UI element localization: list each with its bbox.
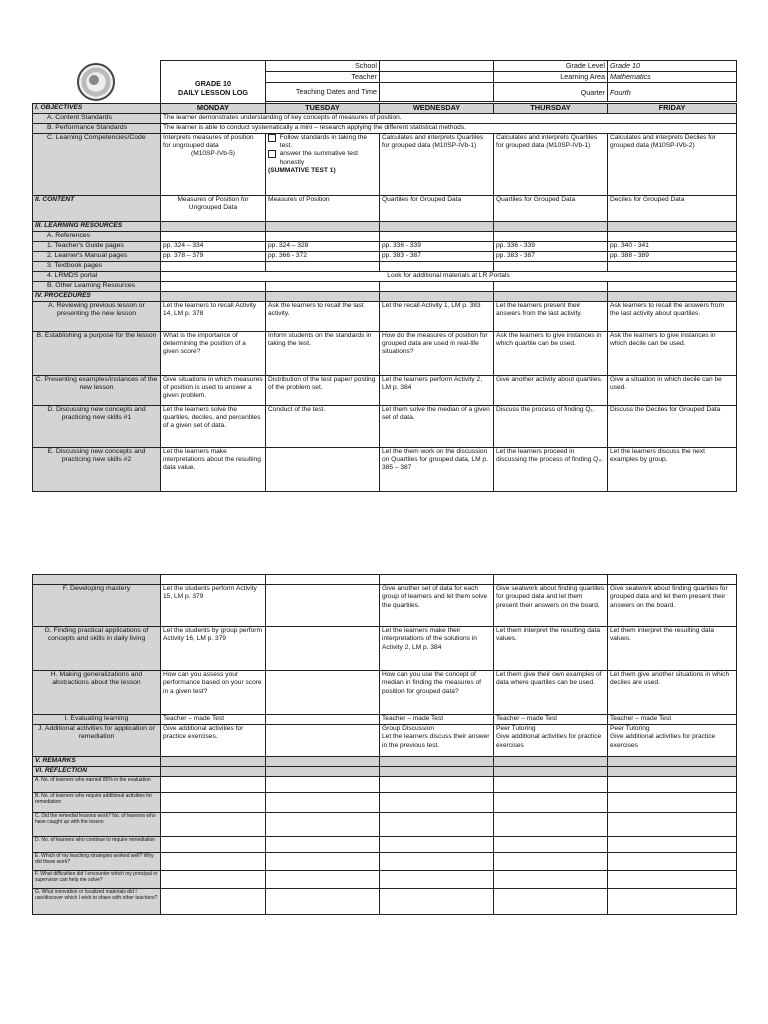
proc-a-label: A. Reviewing previous lesson or presenting the new lesson [33, 301, 161, 331]
proc-j-thursday-title: Peer Tutoring [496, 725, 536, 732]
deped-seal-icon [77, 63, 115, 101]
content-standards-label: A. Content Standards [33, 113, 161, 123]
proc-h-monday: How can you assess your performance based on your score in a given test? [161, 671, 266, 715]
reflection-c-tuesday[interactable] [266, 813, 380, 837]
competency-monday [161, 133, 266, 195]
reflection-c-monday[interactable] [161, 813, 266, 837]
proc-h-thursday: Let them give their own examples of data where quartiles can be used. [494, 671, 608, 715]
textbook-pages-label: 3. Textbook pages [33, 261, 161, 271]
reflection-heading: VI. REFLECTION [33, 767, 161, 777]
tg-tuesday: pp. 324 – 328 [266, 241, 380, 251]
proc-j-tuesday [266, 725, 380, 757]
proc-e-friday: Let the learners discuss the next examples by group. [608, 447, 737, 491]
checkbox-icon [268, 150, 276, 158]
proc-j-wednesday [380, 725, 494, 757]
proc-g-label: G. Finding practical applications of concepts and skills in daily living [33, 627, 161, 671]
proc-j-thursday [494, 725, 608, 757]
content-standards-value: The learner demonstrates understanding of key concepts of measures of position. [161, 113, 737, 123]
content-tuesday: Measures of Position [266, 195, 380, 221]
day-tuesday: TUESDAY [266, 103, 380, 113]
competency-monday-code: (M10SP-IVb-5) [191, 150, 235, 158]
reflection-e-tuesday[interactable] [266, 853, 380, 871]
reflection-d-tuesday[interactable] [266, 837, 380, 853]
daily-lesson-log-title: DAILY LESSON LOG [178, 87, 248, 97]
reflection-e-friday[interactable] [608, 853, 737, 871]
reflection-c-thursday[interactable] [494, 813, 608, 837]
proc-g-friday: Let them interpret the resulting data values. [608, 627, 737, 671]
reflection-f-friday[interactable] [608, 871, 737, 889]
proc-d-label: D. Discussing new concepts and practicing new skills #1 [33, 405, 161, 447]
reflection-a-thursday[interactable] [494, 777, 608, 793]
proc-j-friday-text: Give additional activities for practice exercises [610, 733, 716, 749]
lrmds-value: Look for additional materials at LR Portals [161, 271, 737, 281]
grade-title-cell [161, 61, 266, 104]
proc-f-monday: Let the students perform Activity 15, LM p. 379 [161, 585, 266, 627]
competency-wednesday: Calculates and interprets Quartiles for grouped data (M10SP-IVb-1) [380, 133, 494, 195]
proc-i-tuesday [266, 715, 380, 725]
procedures-heading: IV. PROCEDURES [33, 291, 161, 301]
reflection-f-label: F. What difficulties did I encounter which my principal or supervisor can help me solve? [33, 871, 161, 889]
reflection-f-tuesday[interactable] [266, 871, 380, 889]
day-monday: MONDAY [161, 103, 266, 113]
proc-b-thursday: Ask the learners to give instances in which quartile can be used. [494, 331, 608, 375]
competency-friday: Calculates and interprets Deciles for grouped data (M10SP-IVb-2) [608, 133, 737, 195]
proc-b-wednesday: How do the measures of position for grouped data are used in real-life situations? [380, 331, 494, 375]
proc-f-wednesday: Give another set of data for each group of learners and let them solve the quartiles. [380, 585, 494, 627]
proc-d-monday: Let the learners solve the quartiles, deciles, and percentiles of a given set of data. [161, 405, 266, 447]
reflection-a-monday[interactable] [161, 777, 266, 793]
lm-friday: pp. 388 - 389 [608, 251, 737, 261]
school-value[interactable] [380, 61, 494, 72]
proc-c-wednesday: Let the learners perform Activity 2, LM p. 384 [380, 375, 494, 405]
reflection-g-thursday[interactable] [494, 889, 608, 915]
reflection-b-tuesday[interactable] [266, 793, 380, 813]
reflection-a-tuesday[interactable] [266, 777, 380, 793]
proc-e-label: E. Discussing new concepts and practicing new skills #2 [33, 447, 161, 491]
deped-seal-cell [33, 61, 161, 104]
learning-resources-heading: III. LEARNING RESOURCES [33, 221, 161, 231]
proc-f-label: F. Developing mastery [33, 585, 161, 627]
proc-f-tuesday [266, 585, 380, 627]
teacher-value[interactable] [380, 71, 494, 82]
learning-area-label: Learning Area [494, 71, 608, 82]
proc-h-wednesday: How can you use the concept of median in finding the measures of position for grouped data? [380, 671, 494, 715]
reflection-c-friday[interactable] [608, 813, 737, 837]
lesson-log-part-1 [32, 60, 736, 492]
day-wednesday: WEDNESDAY [380, 103, 494, 113]
content-friday: Deciles for Grouped Data [608, 195, 737, 221]
competency-tuesday [266, 133, 380, 195]
proc-g-thursday: Let them interpret the resulting data values. [494, 627, 608, 671]
proc-a-monday: Let the learners to recall Activity 14, LM p. 378 [161, 301, 266, 331]
content-monday: Measures of Position for Ungrouped Data [161, 195, 266, 221]
proc-g-tuesday [266, 627, 380, 671]
reflection-g-label: G. What innovation or localized materials did I use/discover which I wish to share with other teachers? [33, 889, 161, 915]
school-label: School [266, 61, 380, 72]
learning-area-value[interactable]: Mathematics [608, 71, 737, 82]
content-wednesday: Quartiles for Grouped Data [380, 195, 494, 221]
reflection-b-wednesday[interactable] [380, 793, 494, 813]
reflection-g-wednesday[interactable] [380, 889, 494, 915]
performance-standards-value: The learner is able to conduct systematically a mini – research applying the different statistical methods. [161, 123, 737, 133]
reflection-d-label: D. No. of learners who continue to require remediation [33, 837, 161, 853]
proc-d-friday: Discuss the Deciles for Grouped Data [608, 405, 737, 447]
proc-e-wednesday: Let the them work on the discussion on Quartiles for grouped data, LM p. 385 – 387 [380, 447, 494, 491]
proc-c-tuesday: Distribution of the test paper/ posting of the problem set. [266, 375, 380, 405]
reflection-g-tuesday[interactable] [266, 889, 380, 915]
proc-j-thursday-text: Give additional activities for practice exercises [496, 733, 602, 749]
performance-standards-label: B. Performance Standards [33, 123, 161, 133]
proc-c-thursday: Give another activity about quartiles. [494, 375, 608, 405]
competency-thursday: Calculates and interprets Quartiles for grouped data (M10SP-IVb-1) [494, 133, 608, 195]
proc-b-label: B. Establishing a purpose for the lesson [33, 331, 161, 375]
other-resources-label: B. Other Learning Resources [33, 281, 161, 291]
proc-g-monday: Let the students by group perform Activity 16, LM p. 379 [161, 627, 266, 671]
reflection-d-thursday[interactable] [494, 837, 608, 853]
competency-monday-text: Interprets measures of position for ungrouped data [163, 133, 254, 149]
reflection-b-friday[interactable] [608, 793, 737, 813]
reflection-f-thursday[interactable] [494, 871, 608, 889]
content-heading: II. CONTENT [33, 195, 161, 221]
proc-e-monday: Let the learners make interpretations about the resulting data value. [161, 447, 266, 491]
dates-label: Teaching Dates and Time [266, 82, 380, 102]
reflection-d-monday[interactable] [161, 837, 266, 853]
reflection-f-monday[interactable] [161, 871, 266, 889]
proc-j-label: J. Additional activities for application or remediation [33, 725, 161, 757]
proc-j-wednesday-title: Group Discussion [382, 725, 435, 732]
proc-a-thursday: Let the learners present their answers from the last activity. [494, 301, 608, 331]
objectives-heading: I. OBJECTIVES [33, 103, 161, 113]
proc-i-friday: Teacher – made Test [608, 715, 737, 725]
proc-f-friday: Give seatwork about finding quartiles for grouped data and let them present their answers on the board. [608, 585, 737, 627]
proc-c-friday: Give a situation in which decile can be used. [608, 375, 737, 405]
competency-tuesday-3: (SUMMATIVE TEST 1) [268, 167, 336, 175]
reflection-c-label: C. Did the remedial lessons work? No. of learners who have caught up with the lesson [33, 813, 161, 837]
reflection-c-wednesday[interactable] [380, 813, 494, 837]
proc-f-thursday: Give seatwork about finding quartiles for grouped data and let them present their answers on the board. [494, 585, 608, 627]
competencies-label: C. Learning Competencies/Code [33, 133, 161, 195]
proc-i-wednesday: Teacher – made Test [380, 715, 494, 725]
proc-d-thursday: Discuss the process of finding Q₁. [494, 405, 608, 447]
reflection-e-label: E. Which of my teaching strategies worked well? Why did these work? [33, 853, 161, 871]
proc-h-label: H. Making generalizations and abstractions about the lesson [33, 671, 161, 715]
proc-i-thursday: Teacher – made Test [494, 715, 608, 725]
tg-thursday: pp. 336 - 339 [494, 241, 608, 251]
reflection-g-friday[interactable] [608, 889, 737, 915]
lesson-log-part-2 [32, 574, 736, 915]
grade-level-label: Grade Level [494, 61, 608, 72]
reflection-e-thursday[interactable] [494, 853, 608, 871]
reflection-e-wednesday[interactable] [380, 853, 494, 871]
reflection-a-friday[interactable] [608, 777, 737, 793]
proc-a-friday: Ask learners to recall the answers from the last activity about quartiles. [608, 301, 737, 331]
competency-tuesday-1: Follow standards in taking the test. [279, 133, 367, 149]
reflection-a-wednesday[interactable] [380, 777, 494, 793]
reflection-b-monday[interactable] [161, 793, 266, 813]
reflection-b-label: B. No. of learners who require additional activities for remediation [33, 793, 161, 813]
proc-b-friday: Ask the learners to give instances in which decile can be used. [608, 331, 737, 375]
quarter-label: Quarter [494, 82, 608, 102]
lrmds-label: 4. LRMDS portal [33, 271, 161, 281]
proc-a-tuesday: Ask the learners to recall the last activity. [266, 301, 380, 331]
proc-h-friday: Let them give another situations in which deciles are used. [608, 671, 737, 715]
proc-j-wednesday-text: Let the learners discuss their answer in the previous test. [382, 733, 490, 749]
quarter-value[interactable]: Fourth [608, 82, 737, 102]
reflection-a-label: A. No. of learners who earned 80% in the evaluation [33, 777, 161, 793]
day-friday: FRIDAY [608, 103, 737, 113]
proc-h-tuesday [266, 671, 380, 715]
reflection-d-friday[interactable] [608, 837, 737, 853]
tg-pages-label: 1. Teacher's Guide pages [33, 241, 161, 251]
reflection-b-thursday[interactable] [494, 793, 608, 813]
tg-wednesday: pp. 336 - 339 [380, 241, 494, 251]
lm-monday: pp. 378 – 379 [161, 251, 266, 261]
lm-tuesday: pp. 366 - 372 [266, 251, 380, 261]
dates-value[interactable] [380, 82, 494, 102]
lm-wednesday: pp. 383 - 387 [380, 251, 494, 261]
grade-level-value[interactable]: Grade 10 [608, 61, 737, 72]
reflection-d-wednesday[interactable] [380, 837, 494, 853]
competency-tuesday-2: answer the summative test honestly [279, 150, 359, 166]
reflection-g-monday[interactable] [161, 889, 266, 915]
proc-e-thursday: Let the learners proceed in discussing the process of finding Q₃. [494, 447, 608, 491]
proc-d-wednesday: Let them solve the median of a given set of data. [380, 405, 494, 447]
lm-thursday: pp. 383 - 387 [494, 251, 608, 261]
proc-j-friday [608, 725, 737, 757]
proc-c-monday: Give situations in which measures of position is used to answer a given problem. [161, 375, 266, 405]
reflection-e-monday[interactable] [161, 853, 266, 871]
proc-e-tuesday [266, 447, 380, 491]
checkbox-icon [268, 134, 276, 142]
tg-friday: pp. 340 - 341 [608, 241, 737, 251]
proc-a-wednesday: Let the recall Activity 1, LM p. 383 [380, 301, 494, 331]
grade-title: GRADE 10 [195, 78, 231, 88]
proc-j-friday-title: Peer Tutoring [610, 725, 650, 732]
reflection-f-wednesday[interactable] [380, 871, 494, 889]
remarks-heading: V. REMARKS [33, 757, 161, 767]
teacher-label: Teacher [266, 71, 380, 82]
proc-i-monday: Teacher – made Test [161, 715, 266, 725]
lm-pages-label: 2. Learner's Manual pages [33, 251, 161, 261]
day-thursday: THURSDAY [494, 103, 608, 113]
proc-d-tuesday: Conduct of the test. [266, 405, 380, 447]
proc-c-label: C. Presenting examples/instances of the new lesson [33, 375, 161, 405]
proc-g-wednesday: Let the learners make their interpretations of the solutions in Activity 2, LM p. 384 [380, 627, 494, 671]
tg-monday: pp. 324 – 334 [161, 241, 266, 251]
content-thursday: Quartiles for Grouped Data [494, 195, 608, 221]
references-label: A. References [33, 231, 161, 241]
proc-b-monday: What is the importance of determining the position of a given score? [161, 331, 266, 375]
proc-b-tuesday: Inform students on the standards in taking the test. [266, 331, 380, 375]
proc-i-label: I. Evaluating learning [33, 715, 161, 725]
proc-j-monday: Give additional activities for practice exercises. [161, 725, 266, 757]
